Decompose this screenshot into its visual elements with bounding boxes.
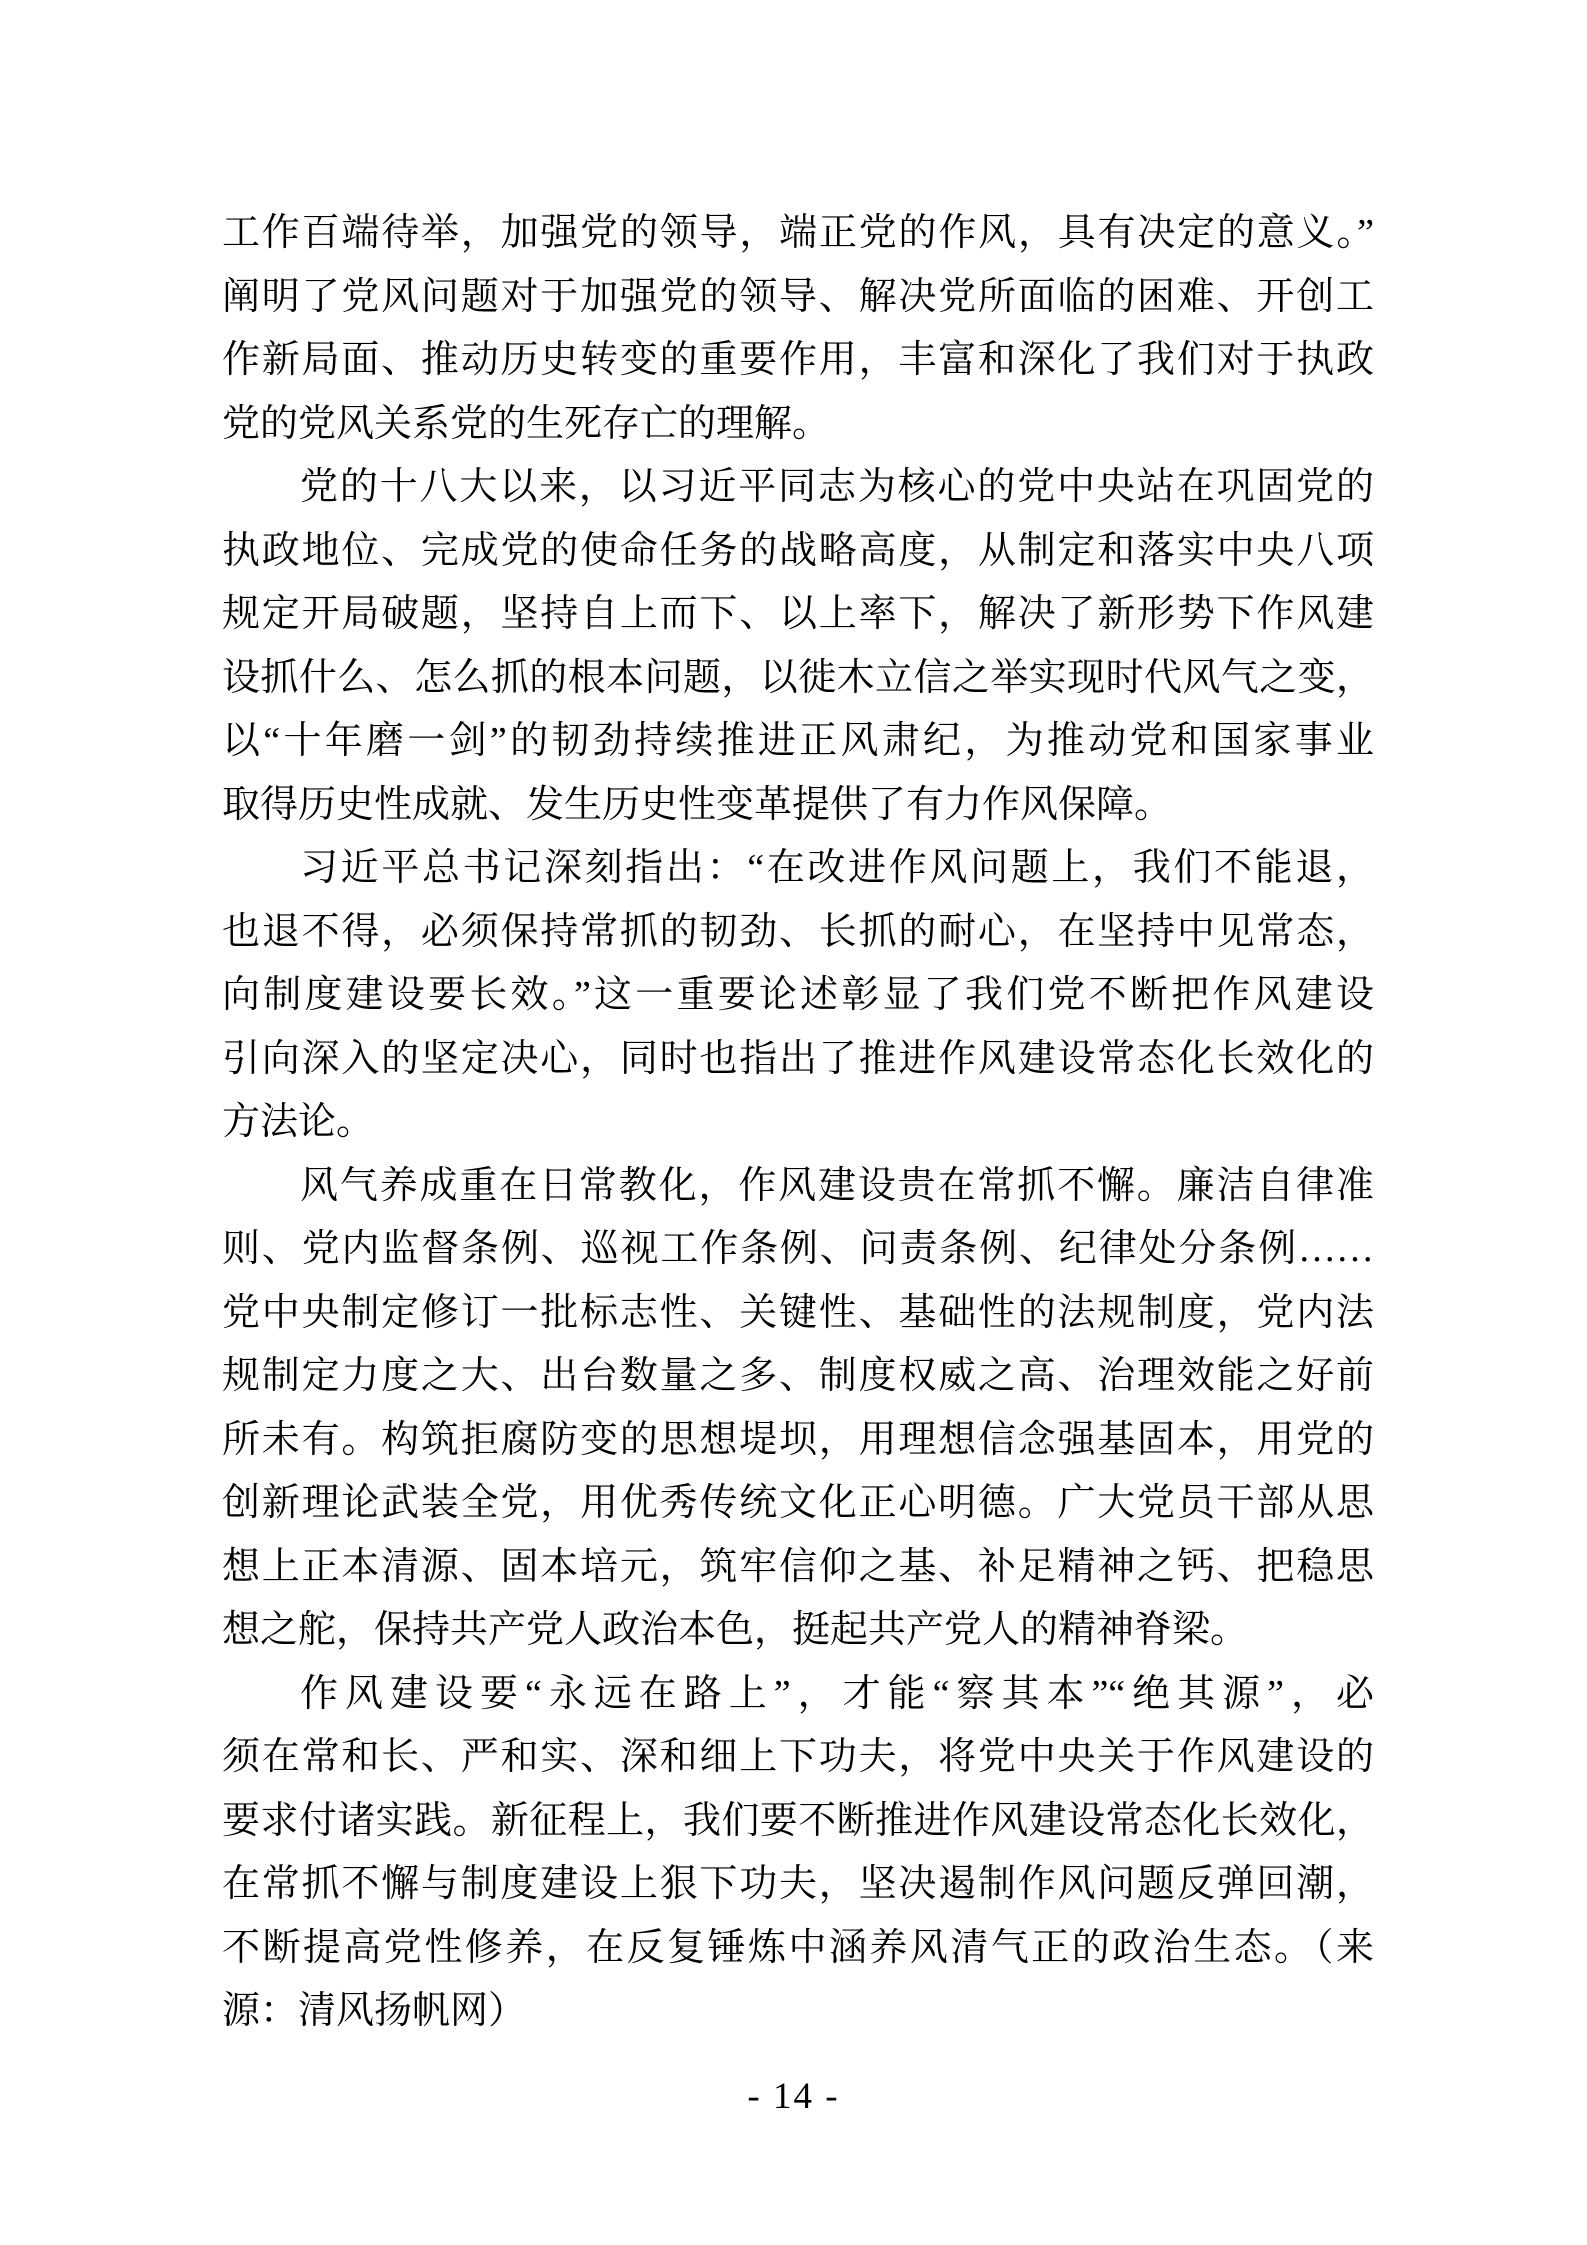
text-line: 想上正本清源、固本培元，筑牢信仰之基、补足精神之钙、把稳思 bbox=[222, 1545, 1374, 1588]
page-number: - 14 - bbox=[747, 2076, 840, 2117]
text-line: 阐明了党风问题对于加强党的领导、解决党所面临的困难、开创工 bbox=[222, 275, 1374, 318]
text-line: 也退不得，必须保持常抓的韧劲、长抓的耐心，在坚持中见常态， bbox=[222, 910, 1374, 953]
text-line: 党的党风关系党的生死存亡的理解。 bbox=[222, 402, 831, 445]
text-line: 须在常和长、严和实、深和细上下功夫，将党中央关于作风建设的 bbox=[222, 1736, 1374, 1778]
paragraph bbox=[222, 1155, 1374, 1663]
text-line: 在常抓不懈与制度建设上狠下功夫，坚决遏制作风问题反弹回潮， bbox=[222, 1863, 1374, 1905]
text-line: 风气养成重在日常教化，作风建设贵在常抓不懈。廉洁自律准 bbox=[300, 1164, 1374, 1207]
text-line: 创新理论武装全党，用优秀传统文化正心明德。广大党员干部从思 bbox=[222, 1482, 1374, 1524]
text-line: 引向深入的坚定决心，同时也指出了推进作风建设常态化长效化的 bbox=[222, 1037, 1374, 1080]
text-block bbox=[222, 202, 1374, 2044]
text-line: 党的十八大以来，以习近平同志为核心的党中央站在巩固党的 bbox=[300, 466, 1374, 508]
text-line: 规定开局破题，坚持自上而下、以上率下，解决了新形势下作风建 bbox=[222, 593, 1374, 635]
text-line: 要求付诸实践。新征程上，我们要不断推进作风建设常态化长效化， bbox=[222, 1799, 1374, 1842]
text-line: 以“十年磨一剑”的韧劲持续推进正风肃纪，为推动党和国家事业 bbox=[222, 720, 1374, 762]
text-line: 所未有。构筑拒腐防变的思想堤坝，用理想信念强基固本，用党的 bbox=[222, 1418, 1374, 1461]
text-line: 工作百端待举，加强党的领导，端正党的作风，具有决定的意义。” bbox=[222, 212, 1374, 254]
text-line: 规制定力度之大、出台数量之多、制度权威之高、治理效能之好前 bbox=[222, 1355, 1374, 1397]
text-line: 方法论。 bbox=[222, 1101, 375, 1143]
text-line: 习近平总书记深刻指出：“在改进作风问题上，我们不能退， bbox=[300, 847, 1374, 889]
text-line: 源：清风扬帆网） bbox=[222, 1990, 527, 2032]
text-line: 不断提高党性修养，在反复锤炼中涵养风清气正的政治生态。（来 bbox=[222, 1926, 1374, 1969]
text-line: 执政地位、完成党的使命任务的战略高度，从制定和落实中央八项 bbox=[222, 529, 1374, 572]
text-line: 党中央制定修订一批标志性、关键性、基础性的法规制度，党内法 bbox=[222, 1291, 1374, 1334]
text-line: 取得历史性成就、发生历史性变革提供了有力作风保障。 bbox=[222, 783, 1173, 826]
text-line: 设抓什么、怎么抓的根本问题，以徙木立信之举实现时代风气之变， bbox=[222, 656, 1374, 699]
paragraph bbox=[222, 837, 1374, 1155]
paragraph bbox=[222, 1663, 1374, 2044]
text-line: 想之舵，保持共产党人政治本色，挺起共产党人的精神脊梁。 bbox=[222, 1609, 1249, 1651]
paragraph bbox=[222, 456, 1374, 837]
text-line: 则、党内监督条例、巡视工作条例、问责条例、纪律处分条例…… bbox=[222, 1228, 1374, 1270]
text-line: 向制度建设要长效。”这一重要论述彰显了我们党不断把作风建设 bbox=[222, 974, 1374, 1016]
paragraph bbox=[222, 202, 1374, 456]
text-line: 作新局面、推动历史转变的重要作用，丰富和深化了我们对于执政 bbox=[222, 339, 1374, 381]
text-line: 作风建设要“永远在路上”，才能“察其本”“绝其源”，必 bbox=[300, 1672, 1374, 1715]
